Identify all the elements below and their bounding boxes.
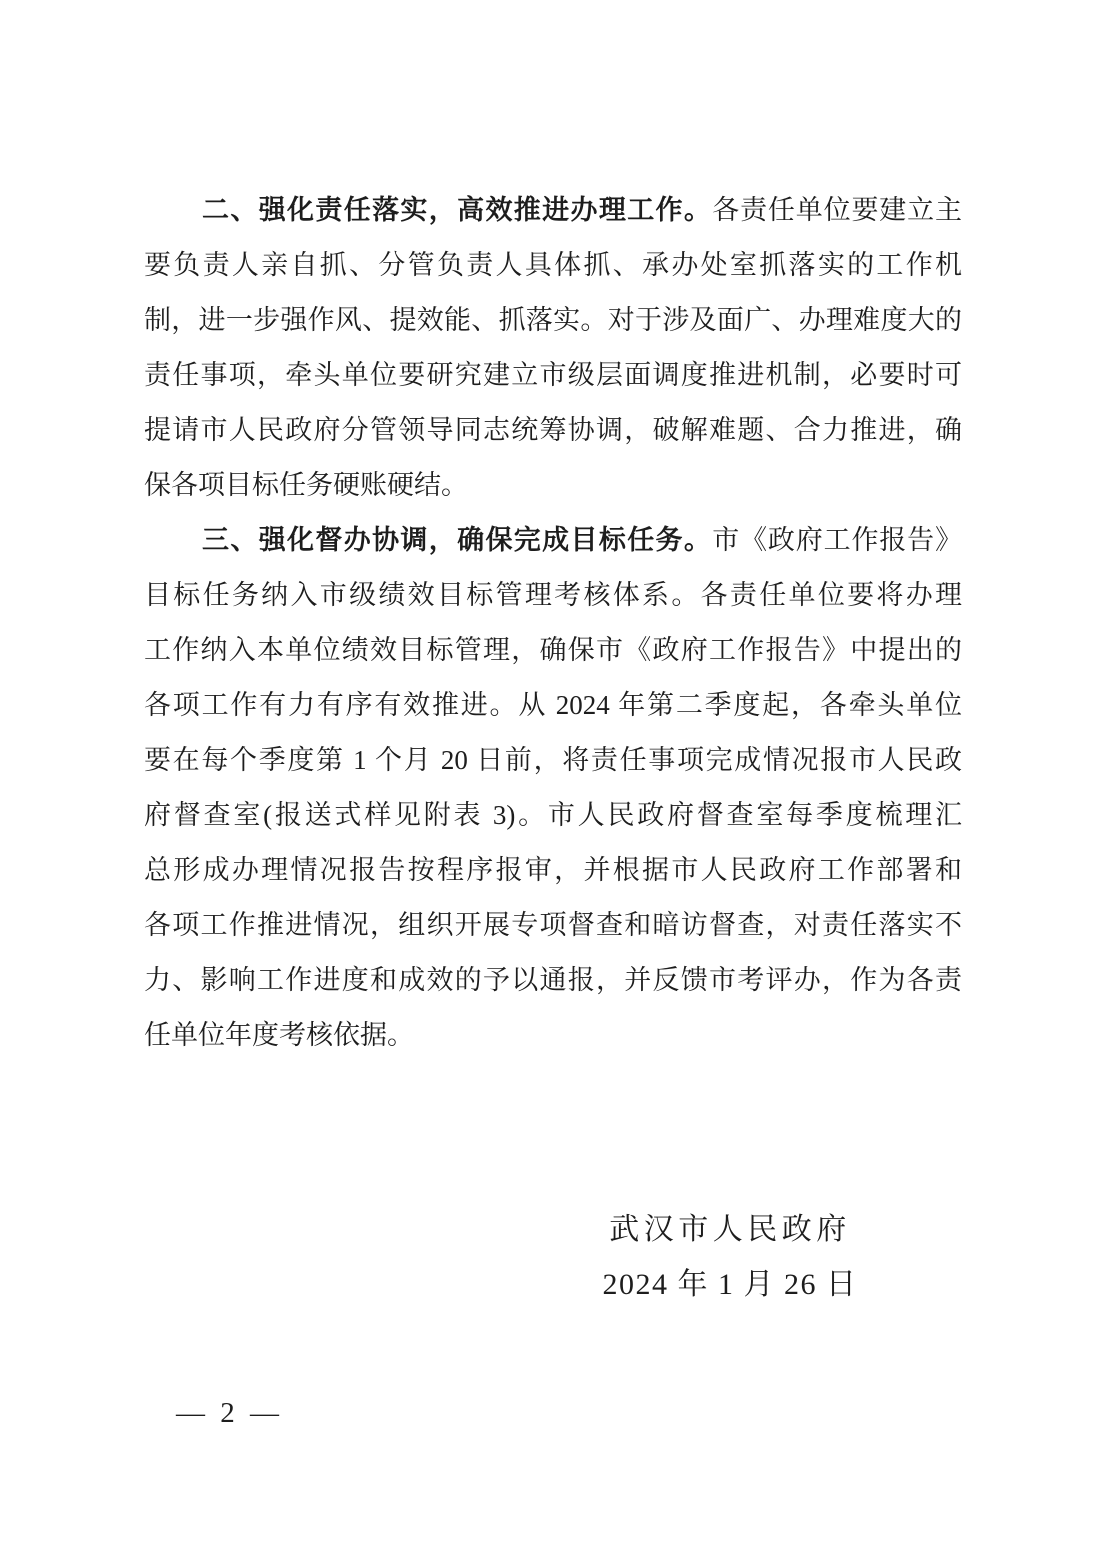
text-line: 要负责人亲自抓、分管负责人具体抓、承办处室抓落实的工作机 (144, 250, 962, 280)
text-line (144, 183, 962, 238)
text-line: 工作纳入本单位绩效目标管理，确保市《政府工作报告》中提出的 (144, 635, 962, 665)
text-line: 要在每个季度第 1 个月 20 日前，将责任事项完成情况报市人民政 (144, 745, 962, 775)
text-line: 力、影响工作进度和成效的予以通报，并反馈市考评办，作为各责 (144, 965, 962, 995)
text-line: 各项工作有力有序有效推进。从 2024 年第二季度起，各牵头单位 (144, 690, 962, 720)
text-line: 保各项目标任务硬账硬结。 (144, 470, 468, 500)
page-number: — 2 — (176, 1397, 279, 1429)
signature-issuer: 武汉市人民政府 (609, 1213, 851, 1246)
document-body (144, 183, 962, 1063)
section-2-heading: 二、强化责任落实，高效推进办理工作。 (202, 195, 713, 225)
signature-block (510, 1202, 950, 1312)
text-line: 目标任务纳入市级绩效目标管理考核体系。各责任单位要将办理 (144, 580, 962, 610)
text-line: 责任事项，牵头单位要研究建立市级层面调度推进机制，必要时可 (144, 360, 962, 390)
text-line: 总形成办理情况报告按程序报审，并根据市人民政府工作部署和 (144, 855, 962, 885)
text-line: 府督查室(报送式样见附表 3)。市人民政府督查室每季度梳理汇 (144, 800, 962, 830)
text-line: 各项工作推进情况，组织开展专项督查和暗访督查，对责任落实不 (144, 910, 962, 940)
signature-date: 2024 年 1 月 26 日 (602, 1268, 858, 1301)
text-line (144, 513, 962, 568)
section-3-first-line-text: 市《政府工作报告》 (712, 525, 962, 555)
text-line: 制，进一步强作风、提效能、抓落实。对于涉及面广、办理难度大的 (144, 305, 962, 335)
section-2-first-line-text: 各责任单位要建立主 (712, 195, 962, 225)
section-3-heading: 三、强化督办协调，确保完成目标任务。 (202, 525, 713, 555)
text-line: 任单位年度考核依据。 (144, 1020, 414, 1050)
text-line: 提请市人民政府分管领导同志统筹协调，破解难题、合力推进，确 (144, 415, 962, 445)
